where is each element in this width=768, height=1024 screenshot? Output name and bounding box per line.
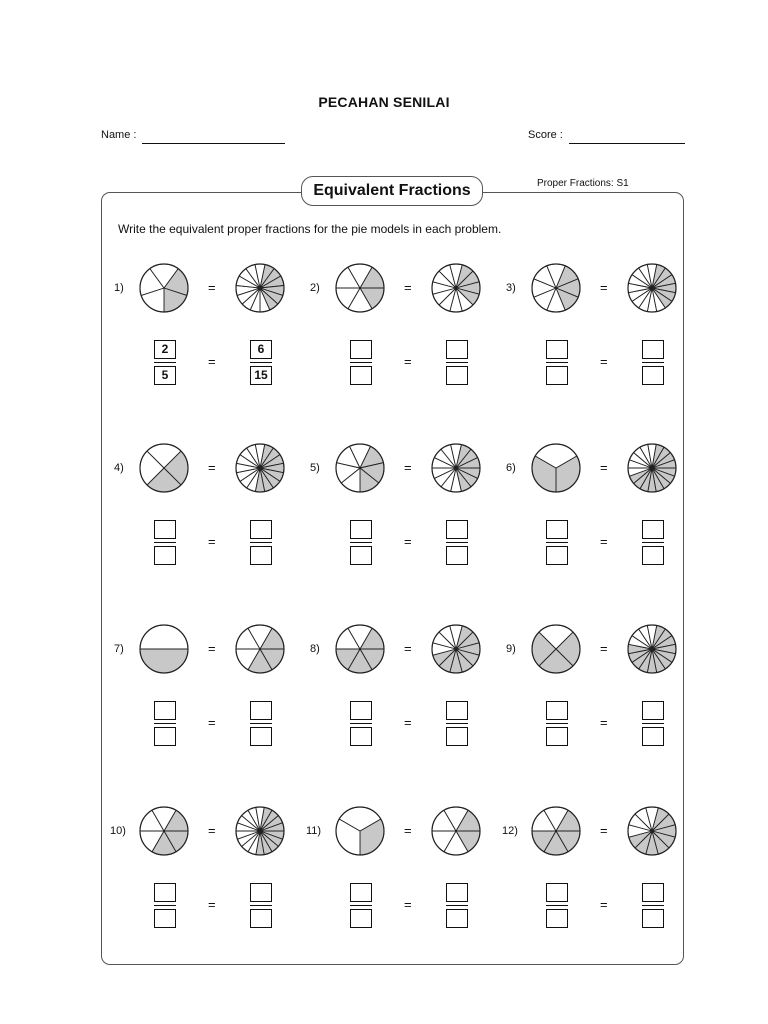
numerator-box[interactable] — [642, 520, 664, 539]
numerator-box[interactable] — [350, 883, 372, 902]
problem-number: 6) — [506, 462, 516, 474]
fraction-left — [546, 340, 568, 386]
fraction-bar — [350, 905, 372, 906]
fraction-bar — [642, 362, 664, 363]
denominator-box[interactable] — [350, 546, 372, 565]
equals-sign: = — [600, 897, 608, 912]
pie-model-left — [530, 442, 582, 494]
problem-12 — [502, 805, 702, 945]
numerator-box[interactable] — [350, 520, 372, 539]
fraction-right — [250, 340, 272, 386]
problem-8 — [310, 623, 506, 763]
equals-sign: = — [208, 534, 216, 549]
equals-sign: = — [600, 715, 608, 730]
fraction-bar — [446, 362, 468, 363]
pie-model-left — [334, 805, 386, 857]
denominator-box[interactable] — [546, 546, 568, 565]
fraction-bar — [250, 542, 272, 543]
denominator-box[interactable] — [350, 366, 372, 385]
denominator-box[interactable] — [642, 909, 664, 928]
denominator-box[interactable] — [446, 366, 468, 385]
equals-sign: = — [208, 641, 216, 656]
equals-sign: = — [404, 354, 412, 369]
problem-2 — [310, 262, 506, 402]
fraction-right — [446, 701, 468, 747]
fraction-bar — [546, 723, 568, 724]
instruction-text: Write the equivalent proper fractions for the pie models in each problem. — [118, 222, 502, 236]
denominator-box[interactable] — [446, 909, 468, 928]
fraction-bar — [642, 723, 664, 724]
problem-number: 1) — [114, 282, 124, 294]
pie-model-left — [334, 262, 386, 314]
pie-model-right — [430, 442, 482, 494]
denominator-box[interactable] — [642, 546, 664, 565]
fraction-bar — [546, 905, 568, 906]
name-field-line[interactable] — [142, 143, 285, 144]
fraction-bar — [446, 723, 468, 724]
fraction-left — [154, 701, 176, 747]
problem-number: 2) — [310, 282, 320, 294]
problem-number: 7) — [114, 643, 124, 655]
fraction-bar — [446, 905, 468, 906]
denominator-box[interactable] — [154, 909, 176, 928]
pie-model-right — [626, 262, 678, 314]
numerator-box[interactable]: 2 — [154, 340, 176, 359]
worksheet-subtitle: Proper Fractions: S1 — [537, 178, 629, 189]
fraction-right — [642, 520, 664, 566]
numerator-box[interactable] — [250, 520, 272, 539]
pie-model-right — [430, 805, 482, 857]
pie-model-left — [530, 262, 582, 314]
numerator-box[interactable] — [446, 340, 468, 359]
denominator-box[interactable]: 15 — [250, 366, 272, 385]
problem-number: 5) — [310, 462, 320, 474]
denominator-box[interactable] — [250, 909, 272, 928]
denominator-box[interactable] — [546, 366, 568, 385]
problem-number: 10) — [110, 825, 126, 837]
equals-sign: = — [208, 897, 216, 912]
problem-4 — [114, 442, 310, 582]
numerator-box[interactable] — [446, 701, 468, 720]
fraction-right — [250, 701, 272, 747]
numerator-box[interactable] — [546, 701, 568, 720]
denominator-box[interactable] — [250, 727, 272, 746]
fraction-bar — [642, 905, 664, 906]
equals-sign: = — [404, 460, 412, 475]
fraction-bar — [642, 542, 664, 543]
equals-sign: = — [404, 897, 412, 912]
numerator-box[interactable] — [642, 883, 664, 902]
fraction-bar — [154, 362, 176, 363]
fraction-bar — [154, 723, 176, 724]
pie-model-left — [138, 623, 190, 675]
denominator-box[interactable] — [350, 909, 372, 928]
pie-model-right — [234, 442, 286, 494]
fraction-left — [350, 520, 372, 566]
problem-number: 12) — [502, 825, 518, 837]
equals-sign: = — [208, 460, 216, 475]
fraction-bar — [546, 362, 568, 363]
pie-model-left — [138, 442, 190, 494]
denominator-box[interactable] — [154, 727, 176, 746]
numerator-box[interactable] — [154, 883, 176, 902]
fraction-left — [350, 701, 372, 747]
fraction-left — [546, 883, 568, 929]
pie-model-right — [626, 623, 678, 675]
fraction-bar — [350, 542, 372, 543]
denominator-box[interactable] — [642, 727, 664, 746]
numerator-box[interactable] — [546, 340, 568, 359]
score-field-line[interactable] — [569, 143, 685, 144]
denominator-box[interactable] — [154, 546, 176, 565]
fraction-right — [446, 520, 468, 566]
problem-5 — [310, 442, 506, 582]
fraction-bar — [250, 905, 272, 906]
fraction-left — [154, 340, 176, 386]
problem-number: 8) — [310, 643, 320, 655]
pie-model-right — [234, 623, 286, 675]
equals-sign: = — [208, 715, 216, 730]
equals-sign: = — [208, 354, 216, 369]
page-title: PECAHAN SENILAI — [318, 94, 450, 110]
denominator-box[interactable] — [546, 909, 568, 928]
equals-sign: = — [404, 280, 412, 295]
equals-sign: = — [404, 534, 412, 549]
equals-sign: = — [600, 280, 608, 295]
numerator-box[interactable] — [642, 701, 664, 720]
score-label: Score : — [528, 129, 563, 141]
problem-number: 9) — [506, 643, 516, 655]
problem-number: 11) — [306, 825, 322, 837]
fraction-left — [350, 340, 372, 386]
denominator-box[interactable] — [642, 366, 664, 385]
pie-model-left — [530, 623, 582, 675]
numerator-box[interactable] — [250, 701, 272, 720]
problem-9 — [506, 623, 702, 763]
fraction-bar — [250, 723, 272, 724]
denominator-box[interactable] — [446, 727, 468, 746]
pie-model-right — [430, 262, 482, 314]
pie-model-left — [138, 262, 190, 314]
numerator-box[interactable] — [350, 340, 372, 359]
pie-model-left — [138, 805, 190, 857]
fraction-left — [350, 883, 372, 929]
denominator-box[interactable] — [546, 727, 568, 746]
equals-sign: = — [600, 534, 608, 549]
problem-1 — [114, 262, 310, 402]
problem-11 — [306, 805, 506, 945]
fraction-right — [642, 883, 664, 929]
numerator-box[interactable] — [154, 701, 176, 720]
equals-sign: = — [600, 460, 608, 475]
pie-model-left — [334, 623, 386, 675]
pie-model-left — [334, 442, 386, 494]
equals-sign: = — [600, 354, 608, 369]
equals-sign: = — [404, 715, 412, 730]
denominator-box[interactable]: 5 — [154, 366, 176, 385]
pie-slice — [140, 625, 188, 649]
equals-sign: = — [600, 641, 608, 656]
numerator-box[interactable] — [642, 340, 664, 359]
fraction-bar — [546, 542, 568, 543]
fraction-right — [250, 883, 272, 929]
fraction-right — [642, 340, 664, 386]
numerator-box[interactable] — [154, 520, 176, 539]
fraction-bar — [446, 542, 468, 543]
fraction-right — [250, 520, 272, 566]
fraction-left — [546, 701, 568, 747]
denominator-box[interactable] — [446, 546, 468, 565]
fraction-right — [446, 340, 468, 386]
pie-model-right — [626, 805, 678, 857]
fraction-left — [154, 883, 176, 929]
pie-model-right — [234, 262, 286, 314]
problem-10 — [110, 805, 310, 945]
fraction-left — [546, 520, 568, 566]
equals-sign: = — [404, 641, 412, 656]
fraction-bar — [350, 723, 372, 724]
fraction-bar — [350, 362, 372, 363]
worksheet-title: Equivalent Fractions — [301, 176, 483, 206]
fraction-bar — [154, 905, 176, 906]
fraction-right — [446, 883, 468, 929]
fraction-right — [642, 701, 664, 747]
equals-sign: = — [208, 823, 216, 838]
name-label: Name : — [101, 129, 137, 141]
numerator-box[interactable]: 6 — [250, 340, 272, 359]
problem-7 — [114, 623, 310, 763]
problem-number: 4) — [114, 462, 124, 474]
equals-sign: = — [208, 280, 216, 295]
pie-slice-shaded — [140, 649, 188, 673]
equals-sign: = — [404, 823, 412, 838]
denominator-box[interactable] — [250, 546, 272, 565]
numerator-box[interactable] — [446, 883, 468, 902]
fraction-left — [154, 520, 176, 566]
problem-3 — [506, 262, 702, 402]
pie-model-right — [626, 442, 678, 494]
pie-model-right — [430, 623, 482, 675]
problem-number: 3) — [506, 282, 516, 294]
numerator-box[interactable] — [250, 883, 272, 902]
numerator-box[interactable] — [446, 520, 468, 539]
numerator-box[interactable] — [350, 701, 372, 720]
equals-sign: = — [600, 823, 608, 838]
fraction-bar — [250, 362, 272, 363]
pie-model-right — [234, 805, 286, 857]
denominator-box[interactable] — [350, 727, 372, 746]
numerator-box[interactable] — [546, 520, 568, 539]
numerator-box[interactable] — [546, 883, 568, 902]
problem-6 — [506, 442, 702, 582]
pie-model-left — [530, 805, 582, 857]
fraction-bar — [154, 542, 176, 543]
